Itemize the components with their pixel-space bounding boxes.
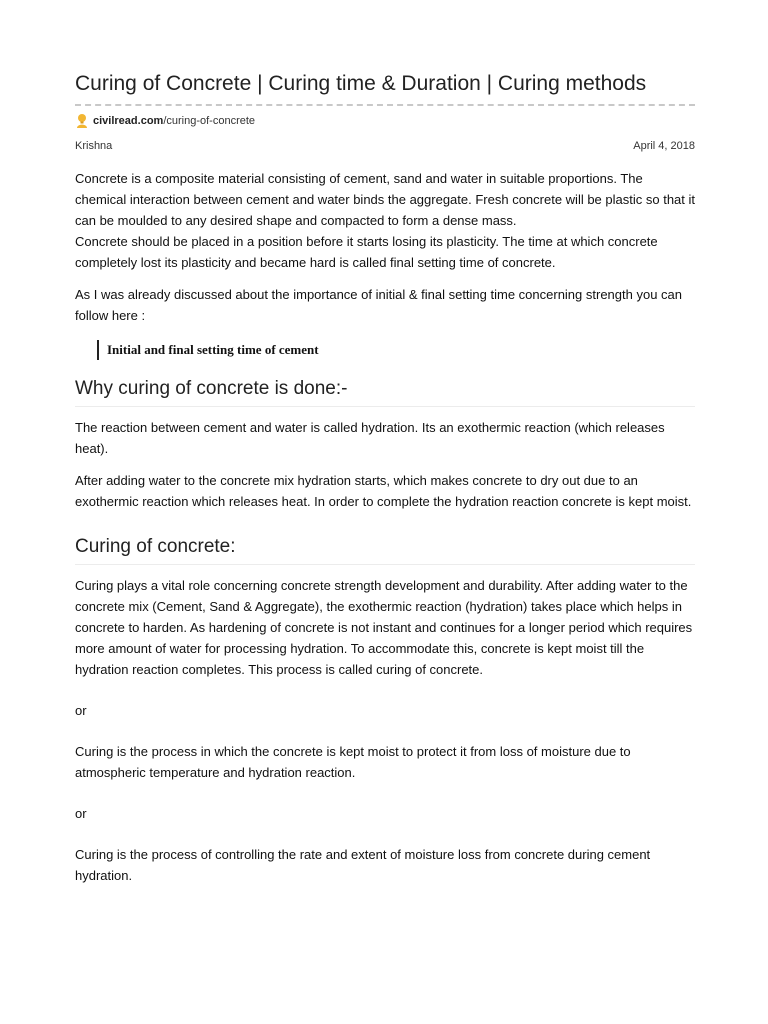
article-body xyxy=(75,168,695,886)
intro-paragraph-2: Concrete should be placed in a position before it starts losing its plasticity. The time at which concrete completely lost its plasticity and became hard is called final setting time of concrete. xyxy=(75,234,658,270)
curing-paragraph-2: Curing is the process in which the concrete is kept moist to protect it from loss of moisture due to atmospheric temperature and hydration reaction. xyxy=(75,744,631,780)
setting-time-link-quote[interactable]: Initial and final setting time of cement xyxy=(97,340,695,360)
source-path[interactable]: /curing-of-concrete xyxy=(163,115,256,127)
article-meta xyxy=(75,140,695,152)
curing-paragraph-3: Curing is the process of controlling the rate and extent of moisture loss from concrete during cement hydration. xyxy=(75,847,651,883)
title-divider xyxy=(75,104,695,106)
curing-paragraph-1: Curing plays a vital role concerning concrete strength development and durability. After adding water to the concrete mix (Cement, Sand & Aggregate), the exothermic reaction (hydration) takes place which helps in concrete to harden. As hardening of concrete is not instant and continues for a longer period which requires more amount of water for processing hydration. To accommodate this, concrete is kept moist till the hydration reaction completes. This process is called curing of concrete. xyxy=(75,578,693,677)
intro-paragraph-1: Concrete is a composite material consisting of cement, sand and water in suitable proportions. The chemical interaction between cement and water binds the aggregate. Fresh concrete will be plastic so that it can be moulded to any desired shape and compacted to form a dense mass. xyxy=(75,171,696,228)
source-link[interactable] xyxy=(75,112,255,130)
section-heading-why-curing: Why curing of concrete is done:- xyxy=(75,376,695,407)
user-bulb-icon xyxy=(75,113,89,129)
article-title: Curing of Concrete | Curing time & Duration | Curing methods xyxy=(75,72,647,95)
publish-date: April 4, 2018 xyxy=(633,140,695,152)
source-domain[interactable]: civilread.com xyxy=(93,115,164,127)
or-separator-2: or xyxy=(75,806,87,821)
section-heading-curing: Curing of concrete: xyxy=(75,534,695,565)
or-separator-1: or xyxy=(75,703,87,718)
intro-paragraph-3: As I was already discussed about the importance of initial & final setting time concerning strength you can follow here : xyxy=(75,287,682,323)
why-paragraph-2: After adding water to the concrete mix hydration starts, which makes concrete to dry out due to an exothermic reaction which releases heat. In order to complete the hydration reaction concrete is kept moist. xyxy=(75,473,692,509)
author-name: Krishna xyxy=(75,140,113,152)
why-paragraph-1: The reaction between cement and water is called hydration. Its an exothermic reaction (which releases heat). xyxy=(75,420,665,456)
